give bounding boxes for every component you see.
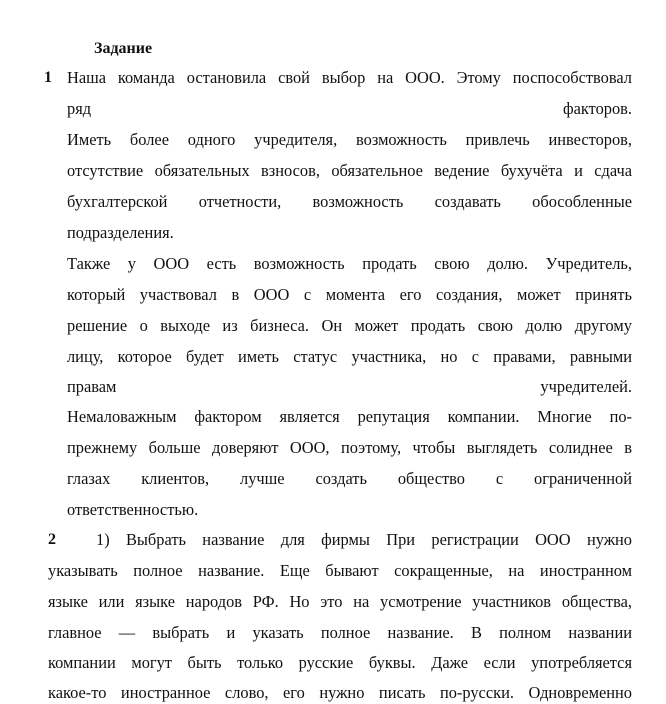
item-1-line: Наша команда остановила свой выбор на ООО. Этому поспособствовал xyxy=(67,68,632,87)
item-1-line: который участвовал в ООО с момента его создания, может принять xyxy=(67,285,632,304)
item-2-line: компании могут быть только русские буквы. Даже если употребляется xyxy=(48,653,632,672)
item-1-number: 1 xyxy=(44,69,52,86)
item-1-line: подразделения. xyxy=(67,223,174,242)
document-title: Задание xyxy=(94,40,153,57)
item-2-line: языке или языке народов РФ. Но это на усмотрение участников общества, xyxy=(48,592,632,611)
item-1-line: отсутствие обязательных взносов, обязательное ведение бухучёта и сдача xyxy=(67,161,632,180)
item-2-line: главное — выбрать и указать полное название. В полном названии xyxy=(48,623,632,642)
item-2-line: 1) Выбрать название для фирмы При регистрации ООО нужно xyxy=(96,530,632,549)
item-1-line: ответственностью. xyxy=(67,500,199,519)
item-1-line: правам учредителей. xyxy=(67,377,632,396)
item-1-line: глазах клиентов, лучше создать общество с ограниченной xyxy=(67,469,632,488)
item-1-line: ряд факторов. xyxy=(67,99,632,118)
item-2-number: 2 xyxy=(48,531,56,548)
item-1-line: Немаловажным фактором является репутация компании. Многие по- xyxy=(67,407,632,426)
item-1-line: Также у ООО есть возможность продать свою долю. Учредитель, xyxy=(67,254,632,273)
item-1-line: бухгалтерской отчетности, возможность создавать обособленные xyxy=(67,192,632,211)
item-1-line: прежнему больше доверяют ООО, поэтому, чтобы выглядеть солиднее в xyxy=(67,438,632,457)
item-2-line: указывать полное название. Еще бывают сокращенные, на иностранном xyxy=(48,561,632,580)
item-1-line: лицу, которое будет иметь статус участника, но с правами, равными xyxy=(67,347,632,366)
item-2-line: какое-то иностранное слово, его нужно писать по-русски. Одновременно xyxy=(48,683,632,702)
item-1-line: решение о выходе из бизнеса. Он может продать свою долю другому xyxy=(67,316,632,335)
item-1-line: Иметь более одного учредителя, возможность привлечь инвесторов, xyxy=(67,130,632,149)
